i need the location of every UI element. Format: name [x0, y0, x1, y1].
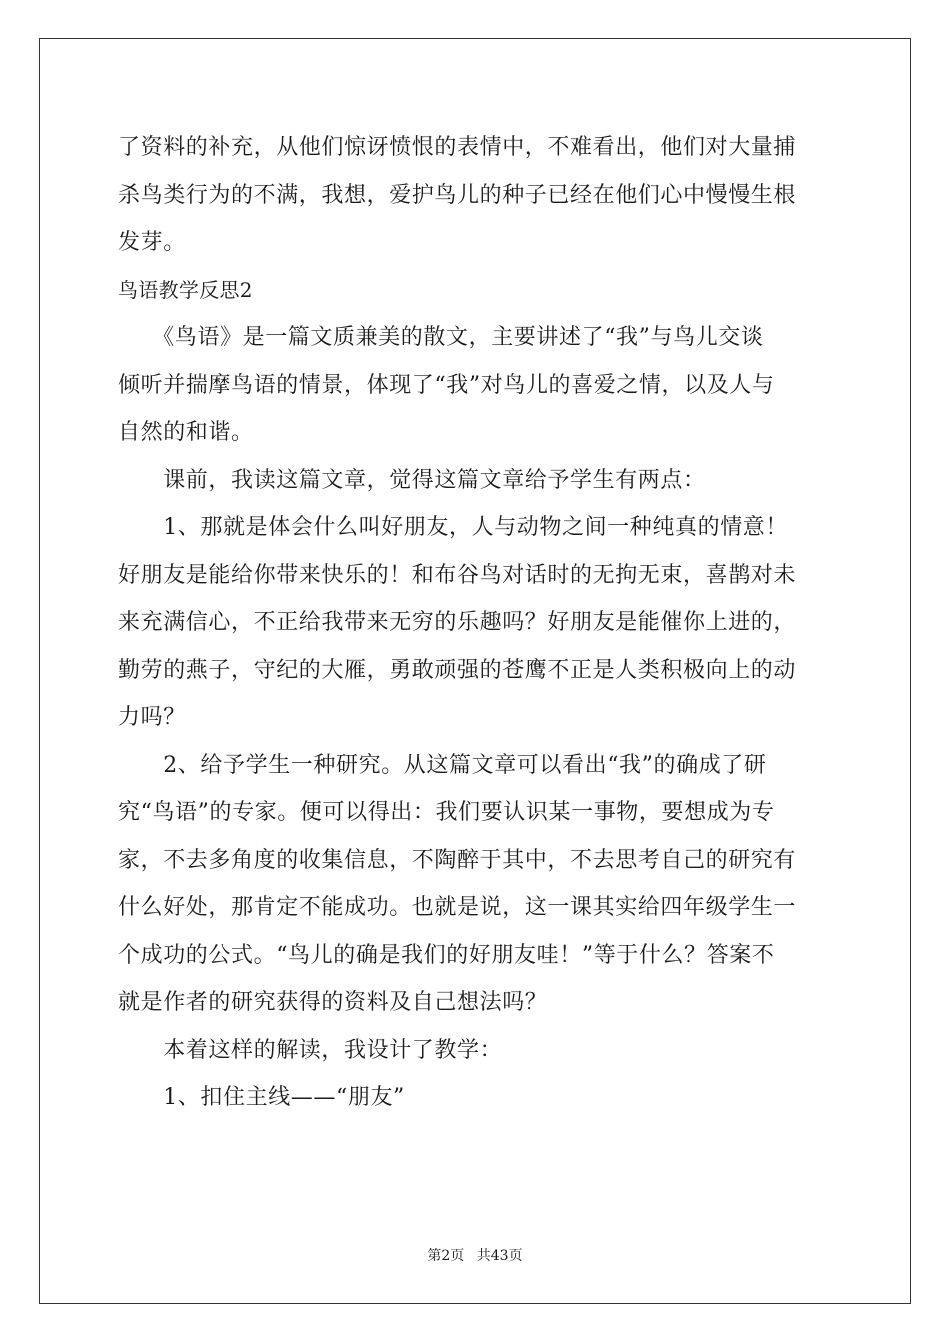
page-total: 共43页	[476, 1248, 523, 1264]
text-line: 就是作者的研究获得的资料及自己想法吗？	[118, 990, 548, 1015]
text-line: 课前，我读这篇文章，觉得这篇文章给予学生有两点：	[118, 467, 706, 493]
text-line: 究“鸟语”的专家。便可以得出：我们要认识某一事物，要想成为专	[118, 800, 775, 825]
text-line: 本着这样的解读，我设计了教学：	[118, 1037, 503, 1063]
text-line: 2、给予学生一种研究。从这篇文章可以看出“我”的确成了研	[118, 752, 767, 778]
text-line: 好朋友是能给你带来快乐的！和布谷鸟对话时的无拘无束，喜鹊对未	[118, 562, 797, 588]
section-heading: 鸟语教学反思2	[118, 277, 253, 302]
text-line: 发芽。	[118, 230, 186, 255]
text-line: 家，不去多角度的收集信息，不陶醉于其中，不去思考自己的研究有	[118, 847, 797, 873]
text-line: 了资料的补充，从他们惊讶愤恨的表情中，不难看出，他们对大量捕	[118, 135, 797, 160]
text-line: 力吗？	[118, 705, 186, 730]
page-number: 第2页	[427, 1248, 465, 1264]
text-line: 1、那就是体会什么叫好朋友，人与动物之间一种纯真的情意！	[118, 515, 788, 540]
text-line: 勤劳的燕子，守纪的大雁，勇敢顽强的苍鹰不正是人类积极向上的动	[118, 657, 797, 683]
text-line: 1、扣住主线——“朋友”	[118, 1085, 405, 1110]
text-line: 倾听并揣摩鸟语的情景，体现了“我”对鸟儿的喜爱之情，以及人与	[118, 372, 775, 398]
text-line: 个成功的公式。“鸟儿的确是我们的好朋友哇！”等于什么？答案不	[118, 942, 775, 968]
text-line: 来充满信心，不正给我带来无穷的乐趣吗？好朋友是能催你上进的，	[118, 610, 797, 635]
page-footer	[0, 1245, 950, 1265]
text-line: 《鸟语》是一篇文质兼美的散文，主要讲述了“我”与鸟儿交谈	[118, 325, 764, 350]
document-body	[118, 124, 838, 1122]
text-line: 什么好处，那肯定不能成功。也就是说，这一课其实给四年级学生一	[118, 895, 797, 920]
text-line: 自然的和谐。	[118, 420, 254, 445]
text-line: 杀鸟类行为的不满，我想，爱护鸟儿的种子已经在他们心中慢慢生根	[118, 182, 797, 208]
